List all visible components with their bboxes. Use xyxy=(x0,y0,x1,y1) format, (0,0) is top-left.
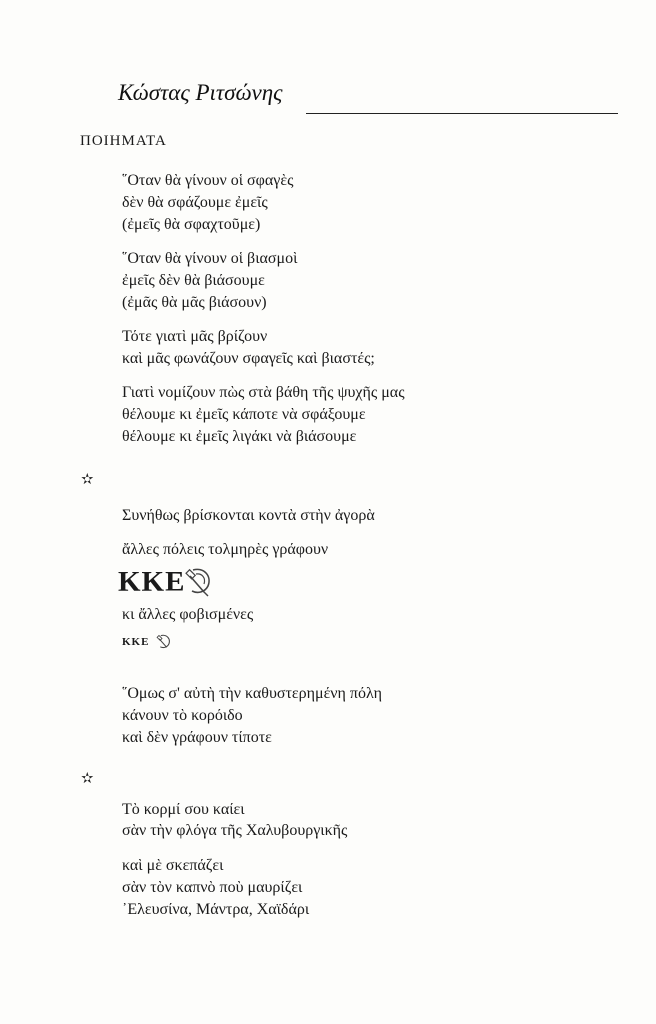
author-name: Κώστας Ριτσώνης xyxy=(118,80,283,105)
poem-line: Τὸ κορμί σου καίει xyxy=(122,801,245,818)
poem-line: (ἐμεῖς θὰ σφαχτοῦμε) xyxy=(122,216,261,233)
poem-line: ᾿Ελευσίνα, Μάντρα, Χαϊδάρι xyxy=(122,901,310,918)
poem-line: Τότε γιατὶ μᾶς βρίζουν xyxy=(122,328,268,345)
poem-line: ἐμεῖς δὲν θὰ βιάσουμε xyxy=(122,272,265,289)
poem-line: κάνουν τὸ κορόιδο xyxy=(122,707,243,724)
poem-line: (ἐμᾶς θὰ μᾶς βιάσουν) xyxy=(122,294,267,311)
poem-line: καὶ δὲν γράφουν τίποτε xyxy=(122,729,272,746)
poem-line: ῞Οταν θὰ γίνουν οἱ σφαγὲς xyxy=(122,172,294,189)
poem-line: θέλουμε κι ἐμεῖς κάποτε νὰ σφάξουμε xyxy=(122,406,366,423)
hammer-sickle-icon xyxy=(184,566,214,598)
kke-large-text: ΚΚΕ xyxy=(118,566,186,598)
poem-line: ῞Οταν θὰ γίνουν οἱ βιασμοὶ xyxy=(122,250,298,267)
poem-line: θέλουμε κι ἐμεῖς λιγάκι νὰ βιάσουμε xyxy=(122,428,357,445)
poem-line: σὰν τὸν καπνὸ ποὺ μαυρίζει xyxy=(122,879,303,896)
poem-line: Συνήθως βρίσκονται κοντὰ στὴν ἀγορὰ xyxy=(122,507,375,524)
star-icon: ✫ xyxy=(81,470,94,488)
kke-small-text: ΚΚΕ xyxy=(122,636,150,648)
poem-line: κι ἄλλες φοβισμένες xyxy=(122,606,254,623)
poem-line: ἄλλες πόλεις τολμηρὲς γράφουν xyxy=(122,541,329,558)
poem-line: καὶ μᾶς φωνάζουν σφαγεῖς καὶ βιαστές; xyxy=(122,350,375,367)
poem-line: καὶ μὲ σκεπάζει xyxy=(122,857,224,874)
hammer-sickle-icon xyxy=(156,633,172,651)
header-rule xyxy=(306,113,618,114)
page-header xyxy=(118,80,618,116)
poem-line: σὰν τὴν φλόγα τῆς Χαλυβουργικῆς xyxy=(122,822,348,839)
section-title: ΠΟΙΗΜΑΤΑ xyxy=(80,133,167,149)
poem-line: Γιατὶ νομίζουν πὼς στὰ βάθη τῆς ψυχῆς μας xyxy=(122,384,405,401)
star-icon: ✫ xyxy=(81,769,94,787)
poem-line: ῞Ομως σ' αὐτὴ τὴν καθυστερημένη πόλη xyxy=(122,685,382,702)
poem-line: δὲν θὰ σφάζουμε ἐμεῖς xyxy=(122,194,268,211)
